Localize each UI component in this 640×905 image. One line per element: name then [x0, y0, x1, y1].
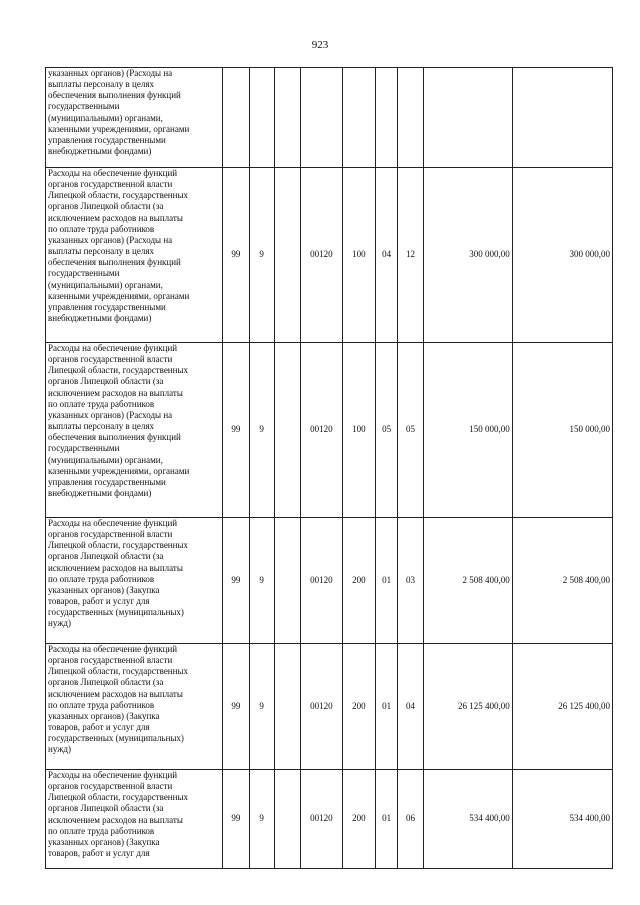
section-cell: 01	[376, 770, 398, 869]
program-code-cell: 99	[223, 644, 249, 770]
expense-type-cell: 100	[342, 168, 375, 343]
subsection-cell: 03	[398, 518, 423, 644]
subprogram-code-cell: 9	[249, 343, 274, 518]
program-code-cell: 99	[223, 770, 249, 869]
program-code-cell: 99	[223, 168, 249, 343]
subprogram-code-cell: 9	[249, 518, 274, 644]
amount-cell	[512, 68, 612, 168]
amount-cell: 2 508 400,00	[423, 518, 512, 644]
budget-table	[45, 67, 613, 869]
main-event-cell	[274, 644, 300, 770]
direction-code-cell: 00120	[301, 518, 343, 644]
main-event-cell	[274, 518, 300, 644]
section-cell: 01	[376, 644, 398, 770]
subprogram-code-cell: 9	[249, 770, 274, 869]
expense-type-cell: 200	[342, 518, 375, 644]
program-code-cell: 99	[223, 343, 249, 518]
direction-code-cell: 00120	[301, 644, 343, 770]
table-row	[46, 168, 613, 343]
row-description: Расходы на обеспечение функций органов государственной власти Липецкой области, государственных органов Липецкой области (за исключением расходов на выплаты по оплате труда работников указанных органов) (Расходы на выплаты персоналу в целях обеспечения выполнения функций государственными (муниципальными) органами, казенными учреждениями, органами управления государственными внебюджетными фондами)	[46, 168, 223, 343]
amount-cell: 26 125 400,00	[423, 644, 512, 770]
table-row	[46, 518, 613, 644]
amount-cell: 534 400,00	[512, 770, 612, 869]
program-code-cell	[223, 68, 249, 168]
amount-cell: 534 400,00	[423, 770, 512, 869]
table-row	[46, 644, 613, 770]
main-event-cell	[274, 68, 300, 168]
subsection-cell: 12	[398, 168, 423, 343]
subprogram-code-cell: 9	[249, 168, 274, 343]
amount-cell: 150 000,00	[512, 343, 612, 518]
amount-cell: 26 125 400,00	[512, 644, 612, 770]
amount-cell	[423, 68, 512, 168]
main-event-cell	[274, 168, 300, 343]
subsection-cell: 04	[398, 644, 423, 770]
subsection-cell	[398, 68, 423, 168]
row-description: Расходы на обеспечение функций органов государственной власти Липецкой области, государственных органов Липецкой области (за исключением расходов на выплаты по оплате труда работников указанных органов) (Закупка товаров, работ и услуг для	[46, 770, 223, 869]
expense-type-cell	[342, 68, 375, 168]
expense-type-cell: 200	[342, 644, 375, 770]
section-cell: 04	[376, 168, 398, 343]
direction-code-cell	[301, 68, 343, 168]
table-row	[46, 68, 613, 168]
table-row	[46, 343, 613, 518]
row-description: Расходы на обеспечение функций органов государственной власти Липецкой области, государственных органов Липецкой области (за исключением расходов на выплаты по оплате труда работников указанных органов) (Расходы на выплаты персоналу в целях обеспечения выполнения функций государственными (муниципальными) органами, казенными учреждениями, органами управления государственными внебюджетными фондами)	[46, 343, 223, 518]
direction-code-cell: 00120	[301, 770, 343, 869]
direction-code-cell: 00120	[301, 168, 343, 343]
amount-cell: 300 000,00	[423, 168, 512, 343]
subsection-cell: 05	[398, 343, 423, 518]
section-cell: 05	[376, 343, 398, 518]
expense-type-cell: 200	[342, 770, 375, 869]
row-description: Расходы на обеспечение функций органов государственной власти Липецкой области, государственных органов Липецкой области (за исключением расходов на выплаты по оплате труда работников указанных органов) (Закупка товаров, работ и услуг для государственных (муниципальных) нужд)	[46, 518, 223, 644]
table-row	[46, 770, 613, 869]
amount-cell: 150 000,00	[423, 343, 512, 518]
program-code-cell: 99	[223, 518, 249, 644]
amount-cell: 2 508 400,00	[512, 518, 612, 644]
subprogram-code-cell	[249, 68, 274, 168]
main-event-cell	[274, 770, 300, 869]
section-cell	[376, 68, 398, 168]
direction-code-cell: 00120	[301, 343, 343, 518]
main-event-cell	[274, 343, 300, 518]
subprogram-code-cell: 9	[249, 644, 274, 770]
row-description: указанных органов) (Расходы на выплаты персоналу в целях обеспечения выполнения функций государственными (муниципальными) органами, казенными учреждениями, органами управления государственными внебюджетными фондами)	[46, 68, 223, 168]
subsection-cell: 06	[398, 770, 423, 869]
row-description: Расходы на обеспечение функций органов государственной власти Липецкой области, государственных органов Липецкой области (за исключением расходов на выплаты по оплате труда работников указанных органов) (Закупка товаров, работ и услуг для государственных (муниципальных) нужд)	[46, 644, 223, 770]
section-cell: 01	[376, 518, 398, 644]
amount-cell: 300 000,00	[512, 168, 612, 343]
page-number: 923	[311, 39, 329, 51]
expense-type-cell: 100	[342, 343, 375, 518]
